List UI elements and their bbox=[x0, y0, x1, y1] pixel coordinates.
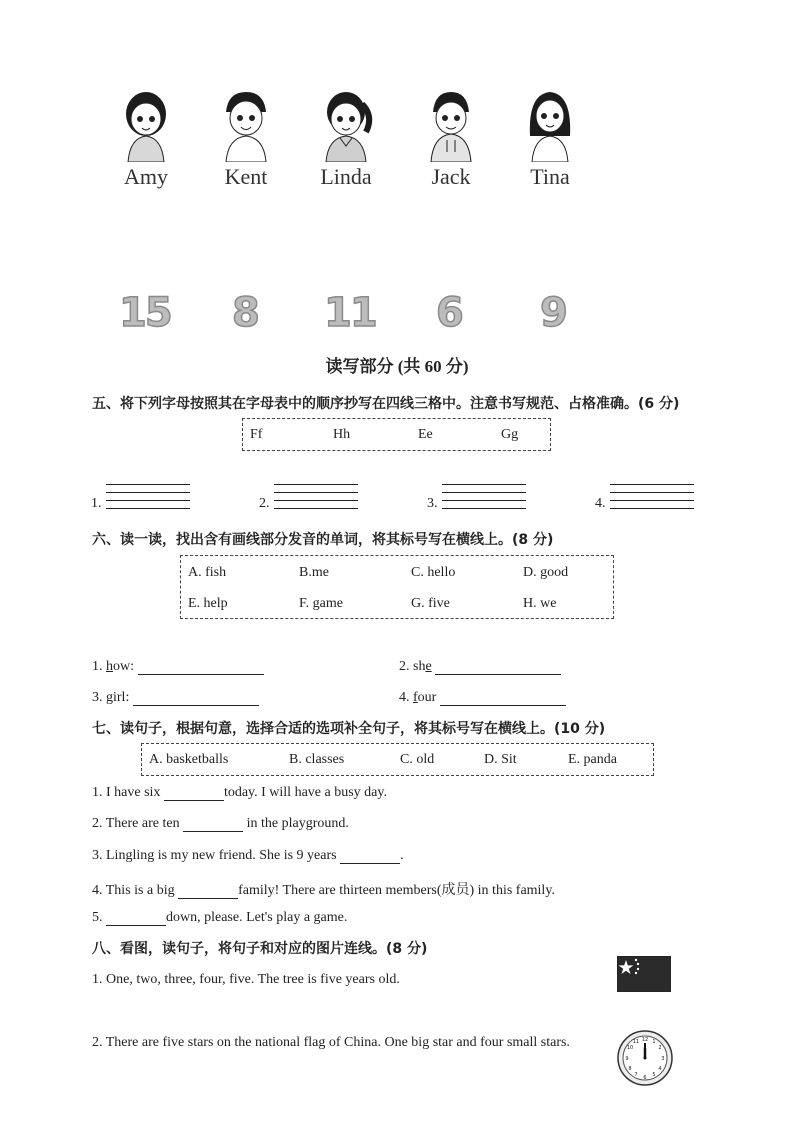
option: A. fish bbox=[188, 565, 227, 580]
option: B.me bbox=[299, 565, 329, 580]
age-number: 11 bbox=[324, 290, 376, 336]
boy-hoodie-illustration bbox=[423, 86, 479, 162]
svg-text:5: 5 bbox=[652, 1072, 656, 1078]
svg-text:11: 11 bbox=[632, 1039, 640, 1045]
four-line-grid[interactable] bbox=[442, 484, 526, 516]
letter-option: Hh bbox=[333, 427, 351, 442]
option: E. panda bbox=[568, 752, 617, 767]
answer-blank[interactable] bbox=[178, 884, 238, 899]
child-linda bbox=[311, 86, 381, 190]
letter-option: Ff bbox=[250, 427, 263, 442]
svg-text:2: 2 bbox=[658, 1045, 662, 1051]
child-tina bbox=[515, 86, 585, 190]
option: B. classes bbox=[289, 752, 345, 767]
q6-title: 六、读一读，找出含有画线部分发音的单词，将其标号写在横线上。(8 分) bbox=[92, 532, 554, 548]
q7-sentence: 5. down, please. Let's play a game. bbox=[92, 910, 348, 925]
option: G. five bbox=[411, 596, 450, 611]
q8-title: 八、看图，读句子，将句子和对应的图片连线。(8 分) bbox=[92, 941, 428, 957]
four-line-grid[interactable] bbox=[106, 484, 190, 516]
girl-ponytail-illustration bbox=[318, 86, 374, 162]
svg-text:12: 12 bbox=[641, 1037, 649, 1043]
china-flag-picture[interactable] bbox=[617, 956, 671, 992]
answer-blank[interactable] bbox=[340, 849, 400, 864]
answer-blank[interactable] bbox=[106, 911, 166, 926]
child-name: Linda bbox=[320, 164, 372, 189]
clock-picture[interactable] bbox=[617, 1030, 673, 1086]
item-number: 1. bbox=[91, 496, 102, 511]
q6-item: 4. four bbox=[399, 690, 566, 706]
q6-item: 2. she bbox=[399, 659, 561, 675]
options-box bbox=[180, 555, 614, 619]
girl-illustration bbox=[118, 86, 174, 162]
svg-text:7: 7 bbox=[634, 1072, 638, 1078]
four-line-grid[interactable] bbox=[274, 484, 358, 516]
age-number: 6 bbox=[436, 290, 462, 336]
child-name: Kent bbox=[224, 164, 268, 189]
four-line-grid[interactable] bbox=[610, 484, 694, 516]
svg-text:1: 1 bbox=[652, 1039, 656, 1045]
option: H. we bbox=[523, 596, 557, 611]
q6-item: 3. girl: bbox=[92, 690, 259, 706]
options-box bbox=[141, 743, 654, 776]
answer-blank[interactable] bbox=[435, 660, 561, 675]
option: A. basketballs bbox=[149, 752, 229, 767]
letter-option: Ee bbox=[418, 427, 433, 442]
svg-text:8: 8 bbox=[628, 1066, 632, 1072]
svg-text:9: 9 bbox=[625, 1056, 629, 1062]
q8-sentence: 2. There are five stars on the national flag of China. One big star and four small stars. bbox=[92, 1035, 570, 1050]
item-number: 2. bbox=[259, 496, 270, 511]
child-name: Jack bbox=[431, 164, 471, 189]
q8-sentence: 1. One, two, three, four, five. The tree is five years old. bbox=[92, 972, 400, 987]
option: F. game bbox=[299, 596, 343, 611]
option: C. hello bbox=[411, 565, 456, 580]
answer-blank[interactable] bbox=[138, 660, 264, 675]
q6-item: 1. how: bbox=[92, 659, 264, 675]
child-name: Amy bbox=[124, 164, 168, 189]
boy-illustration bbox=[218, 86, 274, 162]
svg-text:6: 6 bbox=[643, 1075, 647, 1081]
answer-blank[interactable] bbox=[183, 817, 243, 832]
q7-title: 七、读句子，根据句意，选择合适的选项补全句子，将其标号写在横线上。(10 分) bbox=[92, 721, 606, 737]
item-number: 4. bbox=[595, 496, 606, 511]
q7-sentence: 1. I have six today. I will have a busy day. bbox=[92, 785, 387, 800]
answer-blank[interactable] bbox=[440, 691, 566, 706]
child-amy bbox=[111, 86, 181, 190]
letters-box bbox=[242, 418, 551, 451]
svg-text:3: 3 bbox=[661, 1056, 665, 1062]
section-title: 读写部分 (共 60 分) bbox=[325, 357, 469, 376]
q7-sentence: 3. Lingling is my new friend. She is 9 years . bbox=[92, 848, 404, 863]
svg-text:4: 4 bbox=[658, 1066, 662, 1072]
age-number: 8 bbox=[232, 290, 258, 336]
option: C. old bbox=[400, 752, 435, 767]
q7-sentence: 4. This is a big family! There are thirteen members(成员) in this family. bbox=[92, 883, 555, 898]
q7-sentence: 2. There are ten in the playground. bbox=[92, 816, 349, 831]
child-jack bbox=[416, 86, 486, 190]
age-number: 15 bbox=[119, 290, 171, 336]
q5-title: 五、将下列字母按照其在字母表中的顺序抄写在四线三格中。注意书写规范、占格准确。(6 分) bbox=[92, 396, 680, 412]
age-number: 9 bbox=[540, 290, 566, 336]
letter-option: Gg bbox=[501, 427, 519, 442]
svg-text:10: 10 bbox=[626, 1045, 634, 1051]
option: E. help bbox=[188, 596, 228, 611]
option: D. Sit bbox=[484, 752, 517, 767]
answer-blank[interactable] bbox=[133, 691, 259, 706]
answer-blank[interactable] bbox=[164, 786, 224, 801]
child-kent bbox=[211, 86, 281, 190]
child-name: Tina bbox=[530, 164, 570, 189]
option: D. good bbox=[523, 565, 569, 580]
item-number: 3. bbox=[427, 496, 438, 511]
girl-long-hair-illustration bbox=[522, 86, 578, 162]
